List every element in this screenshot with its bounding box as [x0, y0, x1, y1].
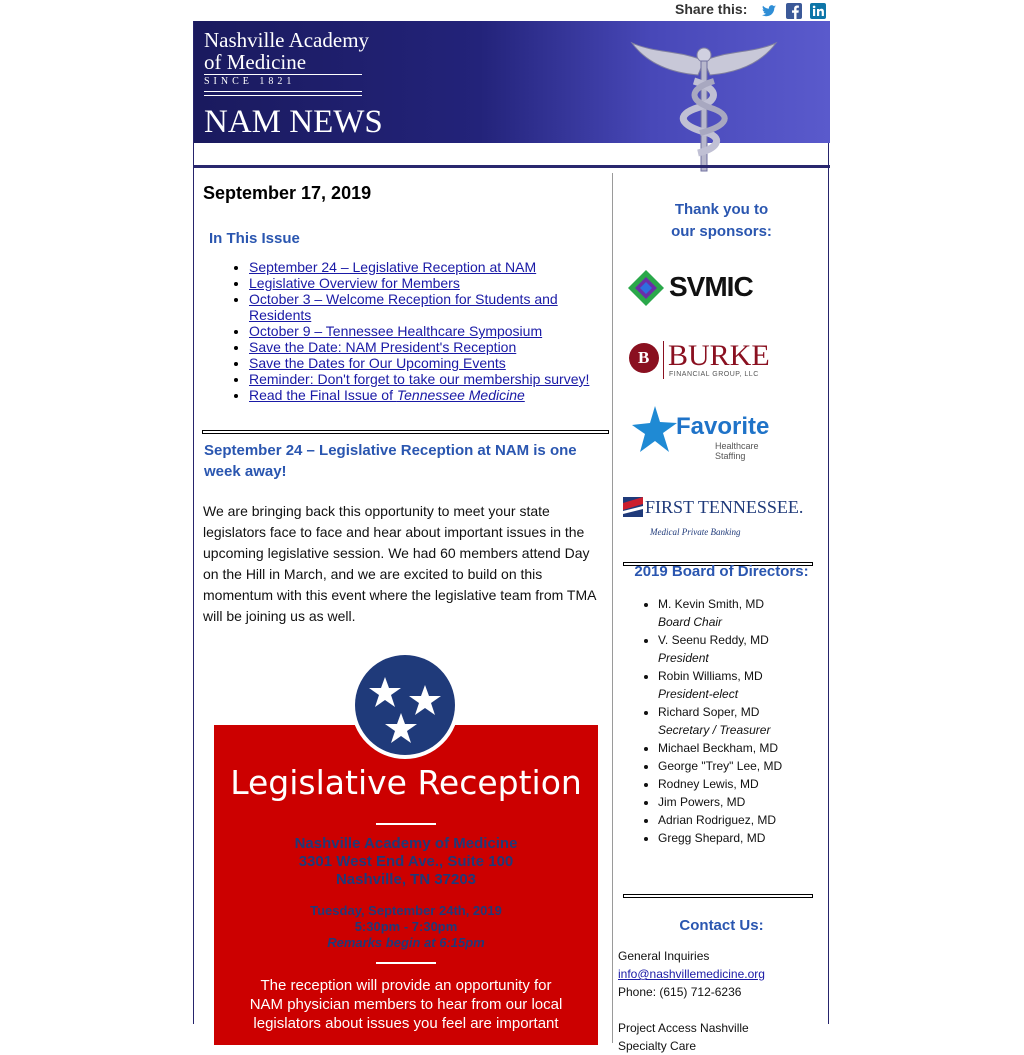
poster-body-line: NAM physician members to hear from our local: [249, 996, 563, 1013]
toc-link[interactable]: Reminder: Don't forget to take our membership survey!: [249, 371, 590, 387]
sponsor-burke-sub: FINANCIAL GROUP, LLC: [669, 371, 759, 378]
newsletter-title: NAM NEWS: [204, 104, 383, 140]
sponsor-burke[interactable]: [623, 339, 783, 383]
banner: [194, 21, 830, 143]
toc-link-italic: Tennessee Medicine: [396, 387, 525, 403]
toc-link[interactable]: September 24 – Legislative Reception at NAM: [249, 259, 537, 275]
logo-rule: [204, 91, 362, 92]
toc-link[interactable]: Save the Date: NAM President's Reception: [249, 339, 517, 355]
logo-since: SINCE 1821: [204, 76, 296, 87]
toc-link[interactable]: Legislative Overview for Members: [249, 275, 460, 291]
sponsor-favorite[interactable]: [623, 403, 783, 461]
toc-item: [249, 339, 609, 355]
poster-venue: Nashville Academy of Medicine: [294, 835, 518, 852]
board-list: [658, 595, 828, 847]
toc-link-prefix: Read the Final Issue of: [249, 387, 397, 403]
sponsor-ft-name: FIRST TENNESSEE.: [645, 497, 804, 517]
org-name-line1: Nashville Academy: [204, 28, 370, 52]
org-logo: [204, 29, 369, 73]
article-heading: September 24 – Legislative Reception at NAM is one week away!: [204, 442, 577, 480]
board-member: [658, 703, 828, 739]
sponsor-first-tennessee[interactable]: [623, 495, 804, 541]
poster-title: Legislative Reception: [230, 763, 582, 802]
linkedin-icon[interactable]: [810, 3, 826, 19]
board-member-name: Richard Soper, MD: [658, 705, 760, 719]
poster-rule: [376, 823, 436, 825]
board-member: [658, 631, 828, 667]
toc-item: [249, 275, 609, 291]
toc-link[interactable]: October 3 – Welcome Reception for Students and Residents: [249, 291, 558, 323]
board-member: [658, 829, 828, 847]
board-member-name: Adrian Rodriguez, MD: [658, 813, 777, 827]
sponsors-heading-line2: our sponsors:: [671, 223, 772, 240]
board-member-name: Michael Beckham, MD: [658, 741, 779, 755]
toc-item: [249, 387, 609, 403]
board-member-name: Rodney Lewis, MD: [658, 777, 759, 791]
toc-heading: In This Issue: [209, 230, 300, 247]
poster-date: Tuesday, September 24th, 2019: [310, 903, 502, 918]
logo-rule: [204, 74, 362, 75]
sponsor-ft-sub: Medical Private Banking: [650, 527, 741, 537]
tennessee-tristar-icon: [351, 651, 459, 759]
burke-seal-icon: B: [629, 343, 659, 373]
org-name-line2: of Medicine: [204, 50, 307, 74]
section-divider: [202, 430, 609, 434]
article-body: We are bringing back this opportunity to meet your state legislators face to face and hear about important issues in the upcoming legislative session. We had 60 members attend Day on the Hill in March, and we are excited to build on this momentum with this event where the legislative team from TMA will be joining us as well.: [203, 503, 596, 624]
board-heading: 2019 Board of Directors:: [634, 563, 809, 580]
board-member: [658, 793, 828, 811]
sponsors-heading-line1: Thank you to: [674, 201, 769, 218]
poster-time: 5:30pm - 7:30pm: [354, 919, 458, 934]
poster-address2: Nashville, TN 37203: [335, 871, 477, 888]
burke-rule: [663, 341, 664, 379]
poster-address1: 3301 West End Ave., Suite 100: [298, 853, 514, 870]
favorite-star-icon: [631, 405, 677, 455]
board-member-name: M. Kevin Smith, MD: [658, 597, 765, 611]
logo-rule: [204, 95, 362, 96]
board-member-name: George "Trey" Lee, MD: [658, 759, 783, 773]
board-member: [658, 739, 828, 757]
board-member-role: Board Chair: [658, 615, 723, 629]
board-member: [658, 811, 828, 829]
sponsor-burke-name: BURKE: [668, 339, 770, 372]
contact-phone: Phone: (615) 712-6236: [618, 985, 742, 999]
section-divider: [623, 894, 813, 898]
contact-heading: Contact Us:: [679, 917, 764, 934]
column-divider: [612, 173, 613, 1043]
twitter-icon[interactable]: [761, 3, 777, 19]
sponsor-svmic[interactable]: [623, 269, 783, 309]
contact-project-label: Project Access Nashville: [618, 1021, 749, 1035]
newsletter-container: [193, 21, 829, 1053]
toc-link[interactable]: October 9 – Tennessee Healthcare Symposium: [249, 323, 543, 339]
contact-block: [618, 947, 828, 1055]
board-member-name: Gregg Shepard, MD: [658, 831, 766, 845]
contact-general-label: General Inquiries: [618, 949, 710, 963]
share-bar: [0, 0, 1024, 21]
contact-project-sub: Specialty Care: [618, 1039, 697, 1053]
toc-list: [249, 259, 609, 403]
board-member-name: V. Seenu Reddy, MD: [658, 633, 769, 647]
toc-item: [249, 291, 609, 323]
sponsors-heading: [613, 199, 830, 243]
banner-divider: [194, 165, 830, 168]
toc-item: [249, 355, 609, 371]
board-member-role: President: [658, 651, 709, 665]
first-tennessee-logo-icon: [623, 497, 643, 517]
board-member: [658, 595, 828, 631]
toc-link[interactable]: [249, 387, 525, 403]
issue-date: September 17, 2019: [203, 183, 372, 203]
poster-body-line: The reception will provide an opportunity for: [260, 977, 552, 994]
board-member-role: Secretary / Treasurer: [658, 723, 771, 737]
contact-email-link[interactable]: info@nashvillemedicine.org: [618, 967, 765, 981]
poster-remarks: Remarks begin at 6:15pm: [327, 935, 485, 950]
poster-body-line: legislators about issues you feel are important: [253, 1015, 559, 1032]
sponsor-favorite-sub: Healthcare Staffing: [715, 441, 759, 461]
board-member-name: Robin Williams, MD: [658, 669, 763, 683]
caduceus-icon: [624, 31, 784, 181]
sponsor-favorite-name: Favorite: [676, 413, 770, 440]
toc-item: [249, 323, 609, 339]
sponsor-svmic-name: SVMIC: [669, 271, 753, 302]
board-member-role: President-elect: [658, 687, 739, 701]
facebook-icon[interactable]: [786, 3, 802, 19]
event-poster: [214, 725, 598, 1045]
toc-item: [249, 371, 609, 387]
board-member-name: Jim Powers, MD: [658, 795, 746, 809]
svmic-logo-icon: [627, 269, 665, 307]
poster-rule: [376, 962, 436, 964]
share-label: Share this:: [675, 1, 748, 17]
board-member: [658, 667, 828, 703]
toc-item: [249, 259, 609, 275]
toc-link[interactable]: Save the Dates for Our Upcoming Events: [249, 355, 506, 371]
board-member: [658, 757, 828, 775]
board-member: [658, 775, 828, 793]
